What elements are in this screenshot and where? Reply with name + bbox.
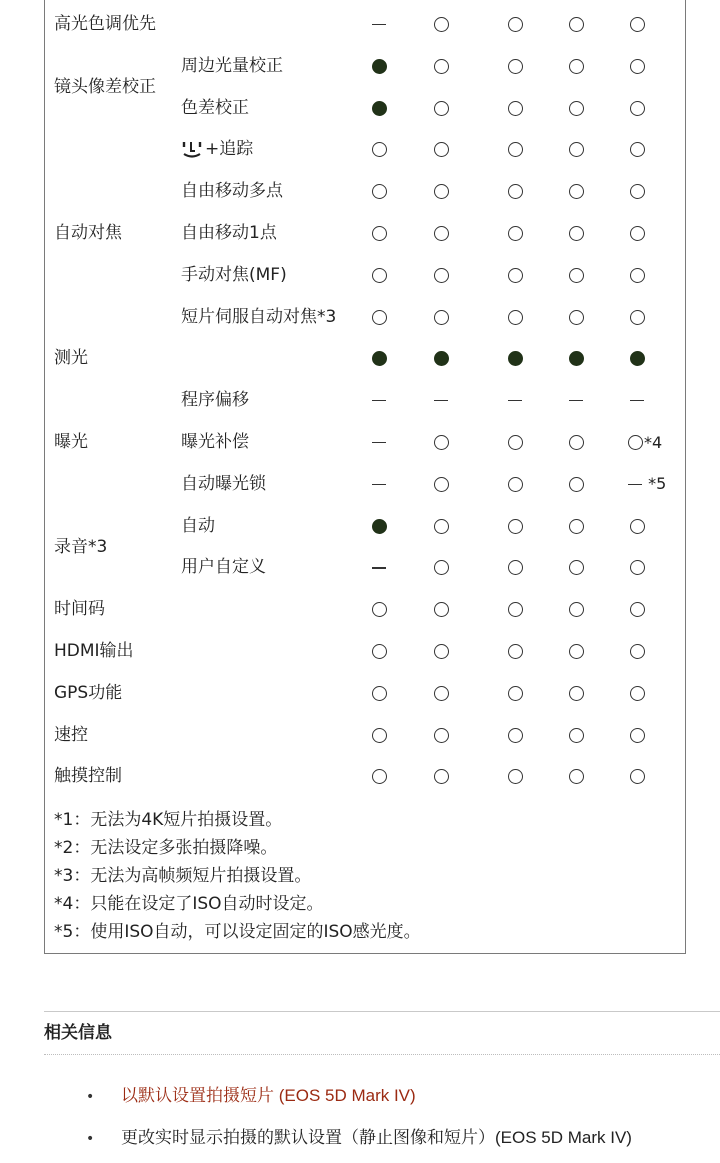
row-sub-label: 程序偏移 [181, 390, 249, 411]
settable-open-circle [359, 223, 399, 243]
circle-mark [569, 477, 584, 492]
settable-open-circle [495, 683, 535, 703]
circle-mark [372, 519, 387, 534]
settable-open-circle [556, 641, 596, 661]
circle-mark [569, 268, 584, 283]
auto-set-filled-circle [359, 516, 399, 536]
group-category-label: 镜头像差校正 [54, 76, 156, 97]
dash-mark [434, 400, 448, 402]
circle-mark [630, 351, 645, 366]
settable-open-circle [495, 766, 535, 786]
dash-mark [372, 442, 386, 444]
settable-open-circle [556, 14, 596, 34]
circle-mark [372, 142, 387, 157]
circle-mark [630, 226, 645, 241]
dash-mark [372, 567, 386, 569]
footnote: *4：只能在设定了ISO自动时设定。 [54, 894, 324, 914]
circle-mark [434, 226, 449, 241]
settable-open-circle [421, 139, 461, 159]
group-category-label: 录音*3 [54, 536, 108, 557]
circle-mark [434, 310, 449, 325]
row-sub-label: 自由移动多点 [181, 181, 283, 202]
circle-mark [508, 644, 523, 659]
settable-open-circle [359, 265, 399, 285]
settable-open-circle [617, 307, 657, 327]
circle-mark [372, 644, 387, 659]
footnote: *3：无法为高帧频短片拍摄设置。 [54, 866, 312, 886]
row-sub-label: 用户自定义 [181, 557, 266, 578]
related-link-1[interactable] [121, 1085, 416, 1107]
auto-set-filled-circle [421, 348, 461, 368]
settable-open-circle [556, 474, 596, 494]
settable-open-circle [617, 516, 657, 536]
row-category-label: 速控 [54, 724, 88, 745]
settable-open-circle [556, 683, 596, 703]
row-sub-label: 自动曝光锁 [181, 473, 266, 494]
auto-set-filled-circle [617, 348, 657, 368]
auto-set-filled-circle [359, 56, 399, 76]
circle-mark [569, 17, 584, 32]
footnote-ref: *4 [644, 432, 663, 452]
row-category-label: GPS功能 [54, 682, 123, 703]
circle-mark [508, 226, 523, 241]
circle-mark [508, 560, 523, 575]
settable-open-circle [617, 223, 657, 243]
settable-open-circle [556, 766, 596, 786]
settable-open-circle [556, 56, 596, 76]
circle-mark [508, 17, 523, 32]
not-available-dash [359, 557, 399, 577]
dash-mark [372, 24, 386, 26]
settable-open-circle [556, 139, 596, 159]
group-category-label: 曝光 [54, 432, 88, 452]
circle-mark [508, 728, 523, 743]
row-sub-label [181, 139, 253, 159]
circle-mark [372, 268, 387, 283]
circle-mark [630, 769, 645, 784]
circle-mark [628, 435, 643, 450]
circle-mark [630, 560, 645, 575]
circle-mark [372, 184, 387, 199]
row-sub-label-text: +追踪 [205, 139, 254, 160]
dash-mark [508, 400, 522, 402]
settable-open-circle [556, 725, 596, 745]
settable-open-circle [617, 139, 657, 159]
settable-open-circle [359, 641, 399, 661]
settable-open-circle [617, 557, 657, 577]
related-link-2[interactable] [121, 1127, 632, 1149]
circle-mark [434, 142, 449, 157]
settable-open-circle [556, 599, 596, 619]
settable-open-circle [617, 683, 657, 703]
circle-mark [569, 184, 584, 199]
settable-open-circle [495, 98, 535, 118]
circle-mark [630, 17, 645, 32]
not-available-dash [359, 14, 399, 34]
settable-open-circle [495, 474, 535, 494]
row-sub-label: 自动 [181, 515, 215, 536]
auto-set-filled-circle [495, 348, 535, 368]
row-category-label: HDMI输出 [54, 641, 134, 661]
row-sub-label: 曝光补偿 [181, 432, 249, 452]
row-category-label: 时间码 [54, 599, 105, 620]
circle-mark [569, 602, 584, 617]
settable-open-circle [421, 725, 461, 745]
circle-mark [508, 477, 523, 492]
circle-mark [508, 101, 523, 116]
circle-mark [434, 351, 449, 366]
settable-open-circle [421, 98, 461, 118]
circle-mark [630, 101, 645, 116]
auto-set-filled-circle [359, 348, 399, 368]
circle-mark [569, 351, 584, 366]
circle-mark [569, 142, 584, 157]
circle-mark [508, 686, 523, 701]
circle-mark [372, 769, 387, 784]
circle-mark [434, 602, 449, 617]
circle-mark [372, 226, 387, 241]
dash-mark [372, 484, 386, 486]
row-sub-label: 周边光量校正 [181, 55, 283, 76]
settable-open-circle [556, 223, 596, 243]
circle-mark [434, 644, 449, 659]
settable-open-circle [495, 265, 535, 285]
not-available-dash [359, 390, 399, 410]
circle-mark [372, 602, 387, 617]
settable-open-circle [421, 683, 461, 703]
circle-mark [434, 17, 449, 32]
settable-open-circle [556, 432, 596, 452]
related-link-2-text[interactable]: 更改实时显示拍摄的默认设置（静止图像和短片） [121, 1128, 495, 1148]
circle-mark [434, 560, 449, 575]
circle-mark [508, 142, 523, 157]
settable-open-circle [421, 766, 461, 786]
circle-mark [630, 728, 645, 743]
dash-mark [569, 400, 583, 402]
circle-mark [508, 519, 523, 534]
circle-mark [508, 602, 523, 617]
settable-open-circle [421, 599, 461, 619]
settable-open-circle [556, 557, 596, 577]
circle-mark [434, 435, 449, 450]
circle-mark [372, 101, 387, 116]
settable-open-circle [359, 766, 399, 786]
settable-open-circle [495, 223, 535, 243]
circle-mark [630, 184, 645, 199]
bullet: • [86, 1089, 95, 1105]
circle-mark [630, 602, 645, 617]
settable-open-circle [421, 516, 461, 536]
settable-open-circle [617, 56, 657, 76]
circle-mark [434, 101, 449, 116]
settable-open-circle [556, 516, 596, 536]
not-available-dash [556, 390, 596, 410]
circle-mark [434, 59, 449, 74]
circle-mark [569, 59, 584, 74]
settable-open-circle [617, 14, 657, 34]
settable-open-circle [495, 557, 535, 577]
related-link-2-suffix[interactable]: (EOS 5D Mark IV) [495, 1128, 632, 1147]
circle-mark [434, 477, 449, 492]
settable-open-circle [617, 725, 657, 745]
settable-open-circle [421, 307, 461, 327]
circle-mark [434, 184, 449, 199]
footnote: *1：无法为4K短片拍摄设置。 [54, 810, 283, 830]
circle-mark [630, 519, 645, 534]
settable-open-circle [359, 599, 399, 619]
circle-mark [630, 268, 645, 283]
auto-set-filled-circle [359, 98, 399, 118]
group-category-label: 自动对焦 [54, 223, 122, 243]
settable-open-circle [617, 98, 657, 118]
circle-mark [569, 686, 584, 701]
footnote-ref: *5 [643, 474, 667, 494]
circle-mark [434, 686, 449, 701]
settable-open-circle [421, 557, 461, 577]
function-availability-table [44, 0, 686, 954]
circle-mark [372, 59, 387, 74]
settable-open-circle [617, 181, 657, 201]
settable-open-circle [556, 98, 596, 118]
row-sub-label: 自由移动1点 [181, 223, 277, 243]
settable-open-circle [617, 641, 657, 661]
not-available-dash [421, 390, 461, 410]
circle-mark [508, 268, 523, 283]
settable-open-circle [495, 516, 535, 536]
auto-set-filled-circle [556, 348, 596, 368]
not-available-dash [628, 474, 666, 495]
settable-open-circle [495, 14, 535, 34]
settable-open-circle [495, 307, 535, 327]
settable-open-circle [617, 766, 657, 786]
circle-mark [630, 310, 645, 325]
settable-open-circle [556, 265, 596, 285]
settable-open-circle [617, 265, 657, 285]
circle-mark [508, 435, 523, 450]
dash-mark [372, 400, 386, 402]
circle-mark [434, 769, 449, 784]
footnote: *2：无法设定多张拍摄降噪。 [54, 838, 278, 858]
not-available-dash [495, 390, 535, 410]
settable-open-circle [628, 432, 662, 453]
related-info-title: 相关信息 [44, 1023, 112, 1043]
row-category-label: 高光色调优先 [54, 14, 156, 34]
circle-mark [508, 59, 523, 74]
circle-mark [569, 728, 584, 743]
circle-mark [630, 686, 645, 701]
circle-mark [569, 769, 584, 784]
settable-open-circle [495, 725, 535, 745]
circle-mark [434, 519, 449, 534]
circle-mark [569, 226, 584, 241]
circle-mark [569, 101, 584, 116]
not-available-dash [359, 474, 399, 494]
row-category-label: 测光 [54, 348, 88, 369]
circle-mark [569, 560, 584, 575]
settable-open-circle [421, 56, 461, 76]
not-available-dash [617, 390, 657, 410]
circle-mark [372, 728, 387, 743]
related-divider [44, 1011, 720, 1012]
circle-mark [508, 310, 523, 325]
row-category-label: 触摸控制 [54, 766, 122, 787]
related-dotted-divider [44, 1054, 720, 1055]
circle-mark [569, 310, 584, 325]
row-sub-label: 色差校正 [181, 97, 249, 118]
settable-open-circle [421, 265, 461, 285]
circle-mark [630, 644, 645, 659]
circle-mark [508, 351, 523, 366]
dash-mark [630, 400, 644, 402]
footnote: *5：使用ISO自动，可以设定固定的ISO感光度。 [54, 922, 421, 942]
circle-mark [569, 519, 584, 534]
dash-mark [628, 484, 642, 486]
settable-open-circle [359, 181, 399, 201]
settable-open-circle [421, 181, 461, 201]
circle-mark [508, 769, 523, 784]
circle-mark [630, 59, 645, 74]
settable-open-circle [421, 432, 461, 452]
row-sub-label: 手动对焦(MF) [181, 264, 287, 285]
bullet: • [86, 1131, 95, 1147]
settable-open-circle [421, 474, 461, 494]
settable-open-circle [495, 432, 535, 452]
settable-open-circle [359, 725, 399, 745]
settable-open-circle [359, 683, 399, 703]
settable-open-circle [421, 223, 461, 243]
circle-mark [372, 686, 387, 701]
circle-mark [569, 435, 584, 450]
settable-open-circle [617, 599, 657, 619]
circle-mark [434, 268, 449, 283]
settable-open-circle [359, 139, 399, 159]
circle-mark [372, 310, 387, 325]
settable-open-circle [421, 14, 461, 34]
settable-open-circle [495, 641, 535, 661]
settable-open-circle [556, 307, 596, 327]
settable-open-circle [421, 641, 461, 661]
circle-mark [508, 184, 523, 199]
circle-mark [434, 728, 449, 743]
settable-open-circle [556, 181, 596, 201]
not-available-dash [359, 432, 399, 452]
settable-open-circle [495, 56, 535, 76]
face-tracking-icon [181, 139, 203, 159]
related-link-1-suffix[interactable]: (EOS 5D Mark IV) [274, 1086, 416, 1105]
circle-mark [372, 351, 387, 366]
row-sub-label: 短片伺服自动对焦*3 [181, 306, 337, 327]
settable-open-circle [495, 599, 535, 619]
circle-mark [630, 142, 645, 157]
related-link-1-text[interactable]: 以默认设置拍摄短片 [121, 1086, 274, 1106]
settable-open-circle [359, 307, 399, 327]
settable-open-circle [495, 139, 535, 159]
circle-mark [569, 644, 584, 659]
settable-open-circle [495, 181, 535, 201]
